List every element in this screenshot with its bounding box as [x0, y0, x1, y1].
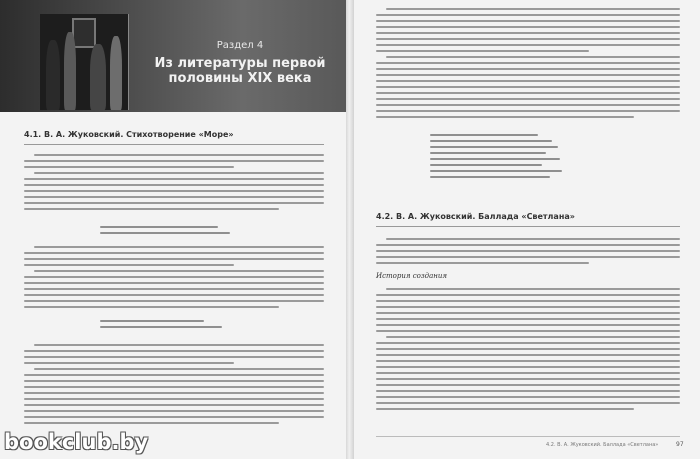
photo-figure	[90, 44, 106, 110]
body-text	[376, 8, 680, 122]
poem-quote	[100, 320, 240, 332]
book-gutter	[346, 0, 354, 459]
right-page	[354, 0, 700, 459]
running-footer: 4.2. В. А. Жуковский. Баллада «Светлана»	[546, 442, 659, 448]
subheading: История создания	[376, 272, 448, 280]
photo-portrait-frame	[72, 18, 96, 48]
body-text	[24, 246, 324, 312]
photo-figure	[110, 36, 122, 110]
chapter-photo	[40, 14, 129, 110]
section-rule	[24, 144, 324, 145]
watermark-logo: bookclub.by	[4, 430, 149, 454]
poem-quote	[430, 134, 580, 182]
page-number: 97	[676, 441, 684, 448]
poem-quote	[100, 226, 240, 238]
photo-figure	[46, 40, 60, 110]
chapter-banner	[0, 0, 346, 112]
photo-figure	[64, 32, 76, 110]
section-heading: 4.2. В. А. Жуковский. Баллада «Светлана»	[376, 212, 575, 221]
body-text	[24, 154, 324, 214]
footer-rule	[376, 436, 680, 437]
left-page	[0, 0, 346, 459]
chapter-label: Раздел 4	[216, 40, 264, 51]
section-rule	[376, 226, 680, 227]
chapter-title: Из литературы первой половины XIX века	[154, 56, 326, 86]
section-heading: 4.1. В. А. Жуковский. Стихотворение «Море»	[24, 130, 234, 139]
body-text	[376, 288, 680, 414]
body-text	[376, 238, 680, 268]
body-text	[24, 344, 324, 428]
